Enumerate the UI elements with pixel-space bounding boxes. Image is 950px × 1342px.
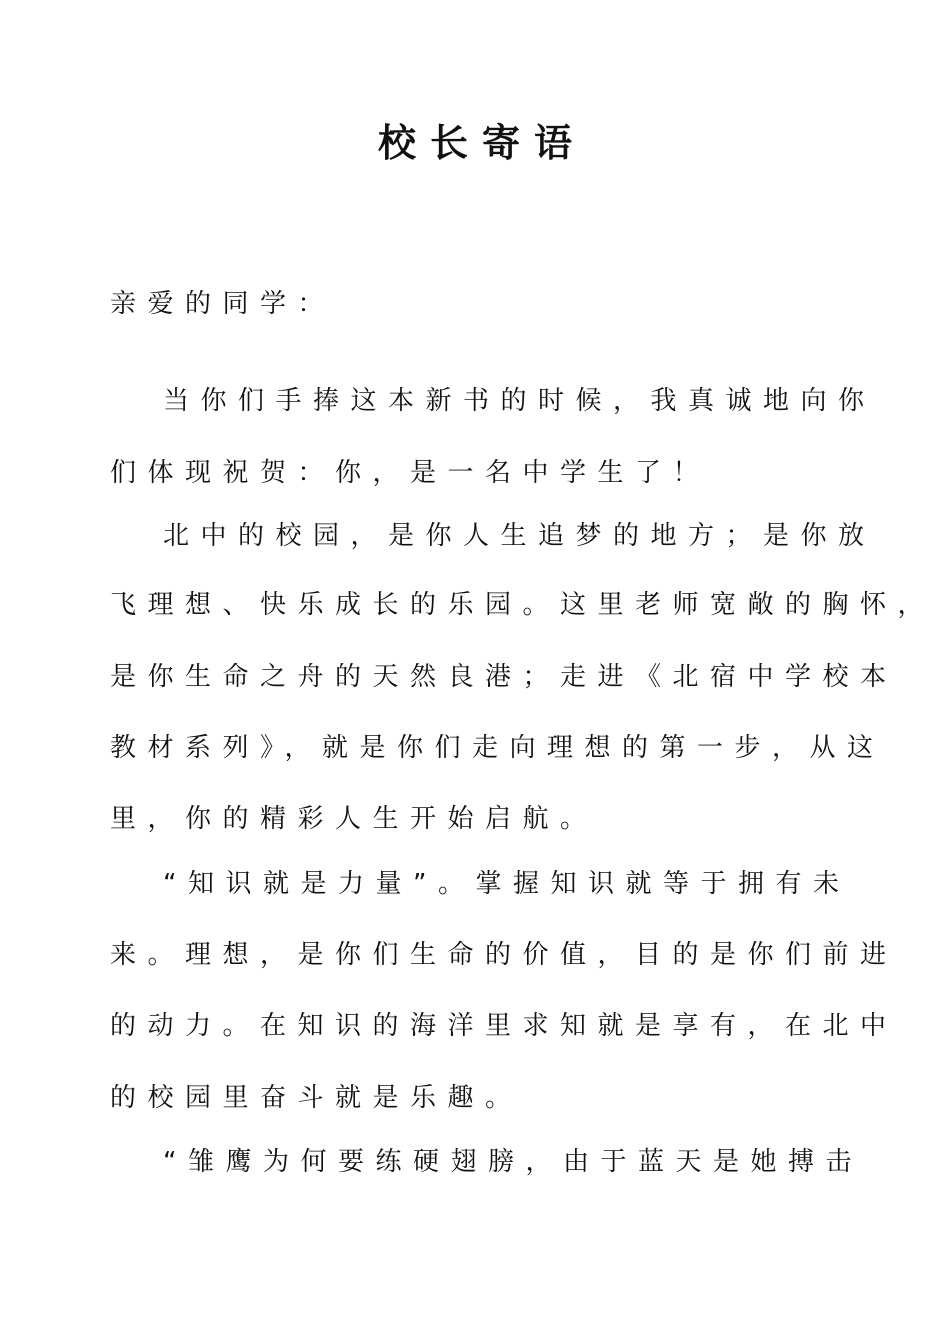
paragraph-line: 的校园里奋斗就是乐趣。: [110, 1083, 523, 1113]
paragraph-line: “知识就是力量”。掌握知识就等于拥有未: [163, 869, 851, 899]
paragraph-line: 当你们手捧这本新书的时候，我真诚地向你: [163, 386, 876, 416]
paragraph-line: “雏鹰为何要练硬翅膀，由于蓝天是她搏击: [163, 1147, 863, 1177]
paragraph-line: 们体现祝贺：你，是一名中学生了！: [110, 458, 711, 488]
paragraph-line: 飞理想、快乐成长的乐园。这里老师宽敞的胸怀，: [110, 590, 936, 620]
paragraph-line: 来。理想，是你们生命的价值，目的是你们前进: [110, 940, 898, 970]
greeting-line: 亲爱的同学：: [110, 289, 336, 319]
paragraph-line: 教材系列》，就是你们走向理想的第一步，从这: [110, 733, 885, 763]
paragraph-line: 的动力。在知识的海洋里求知就是享有，在北中: [110, 1011, 898, 1041]
paragraph-line: 是你生命之舟的天然良港；走进《北宿中学校本: [110, 662, 898, 692]
paragraph-line: 里，你的精彩人生开始启航。: [110, 804, 598, 834]
paragraph-line: 北中的校园，是你人生追梦的地方；是你放: [163, 521, 876, 551]
document-title: 校长寄语: [377, 121, 586, 165]
